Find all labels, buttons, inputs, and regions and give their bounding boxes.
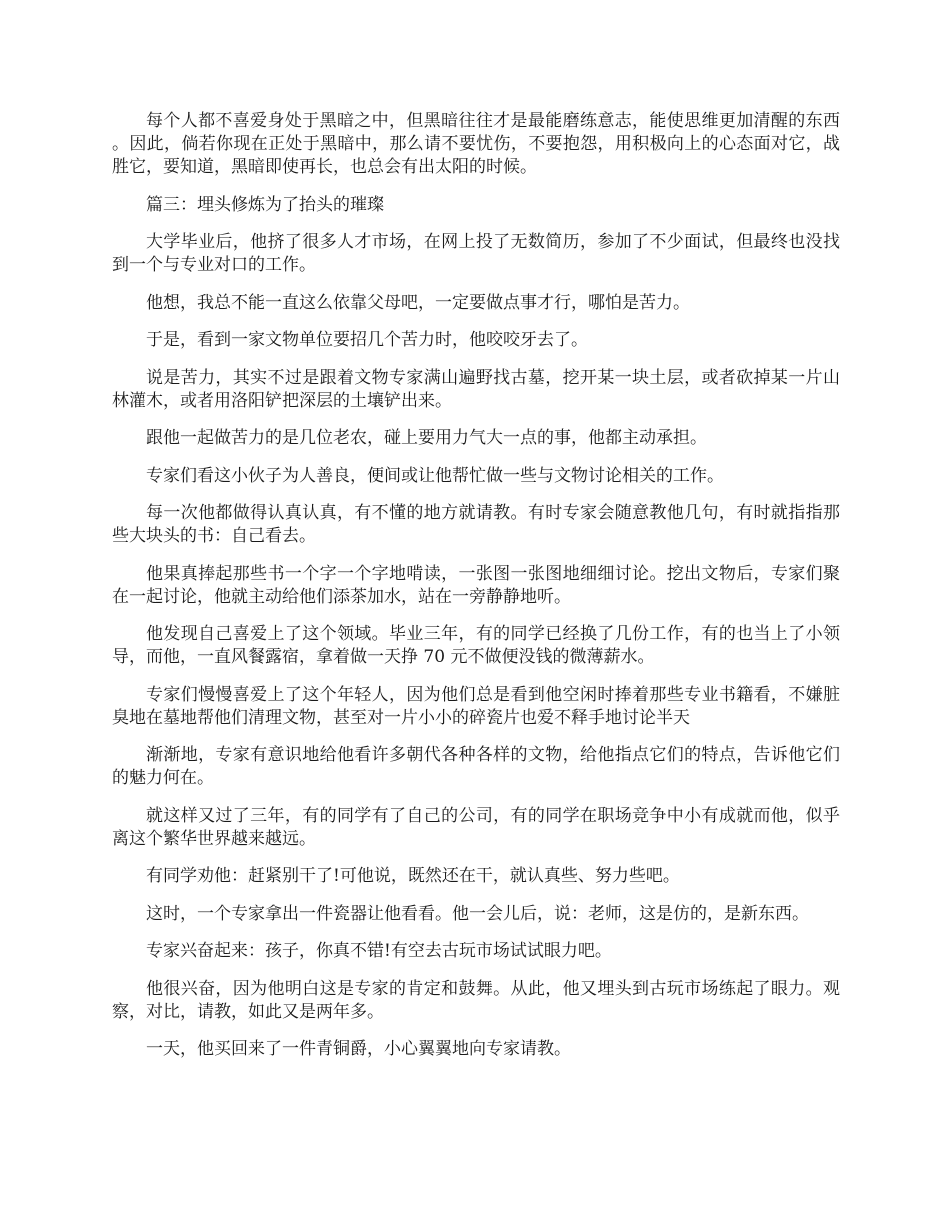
paragraph: 他想，我总不能一直这么依靠父母吧，一定要做点事才行，哪怕是苦力。	[146, 292, 690, 313]
paragraph: 他果真捧起那些书一个字一个字地啃读，一张图一张图地细细讨论。挖出文物后，专家们聚在一起讨论，他就主动给他们添茶加水，站在一旁静静地听。	[112, 563, 840, 607]
paragraph: 大学毕业后，他挤了很多人才市场，在网上投了无数简历，参加了不少面试，但最终也没找到一个与专业对口的工作。	[112, 232, 840, 275]
paragraph: 有同学劝他：赶紧别干了!可他说，既然还在干，就认真些、努力些吧。	[146, 866, 680, 886]
paragraph: 跟他一起做苦力的是几位老农，碰上要用力气大一点的事，他都主动承担。	[146, 428, 707, 448]
paragraph: 渐渐地，专家有意识地给他看许多朝代各种各样的文物，给他指点它们的特点，告诉他它们的魅力何在。	[112, 745, 840, 788]
paragraph: 专家兴奋起来：孩子，你真不错!有空去古玩市场试试眼力吧。	[146, 941, 612, 961]
paragraph: 这时，一个专家拿出一件瓷器让他看看。他一会儿后，说：老师，这是仿的，是新东西。	[146, 903, 809, 924]
paragraph: 说是苦力，其实不过是跟着文物专家满山遍野找古墓，挖开某一块土层，或者砍掉某一片山林灌木，或者用洛阳铲把深层的土壤铲出来。	[112, 367, 840, 411]
document-page	[112, 110, 840, 1076]
paragraph: 专家们看这小伙子为人善良，便间或让他帮忙做一些与文物讨论相关的工作。	[146, 465, 724, 486]
paragraph: 于是，看到一家文物单位要招几个苦力时，他咬咬牙去了。	[146, 330, 588, 350]
paragraph: 每一次他都做得认真认真，有不懂的地方就请教。有时专家会随意教他几句，有时就指指那些大块头的书：自己看去。	[112, 503, 840, 546]
paragraph: 每个人都不喜爱身处于黑暗之中，但黑暗往往才是最能磨练意志，能使思维更加清醒的东西。因此，倘若你现在正处于黑暗中，那么请不要忧伤，不要抱怨，用积极向上的心态面对它，战胜它，要知道，黑暗即使再长，也总会有出太阳的时候。	[112, 111, 840, 177]
paragraph: 专家们慢慢喜爱上了这个年轻人，因为他们总是看到他空闲时捧着那些专业书籍看，不嫌脏臭地在墓地帮他们清理文物，甚至对一片小小的碎瓷片也爱不释手地讨论半天	[112, 684, 840, 728]
paragraph: 就这样又过了三年，有的同学有了自己的公司，有的同学在职场竞争中小有成就而他，似乎离这个繁华世界越来越远。	[112, 805, 840, 849]
paragraph: 一天，他买回来了一件青铜爵，小心翼翼地向专家请教。	[146, 1039, 571, 1059]
paragraph: 他很兴奋，因为他明白这是专家的肯定和鼓舞。从此，他又埋头到古玩市场练起了眼力。观察，对比，请教，如此又是两年多。	[112, 978, 840, 1022]
section-heading: 篇三：埋头修炼为了抬头的璀璨	[146, 194, 384, 215]
paragraph: 他发现自己喜爱上了这个领域。毕业三年，有的同学已经换了几份工作，有的也当上了小领导，而他，一直风餐露宿，拿着做一天挣 70 元不做便没钱的微薄薪水。	[112, 624, 840, 667]
